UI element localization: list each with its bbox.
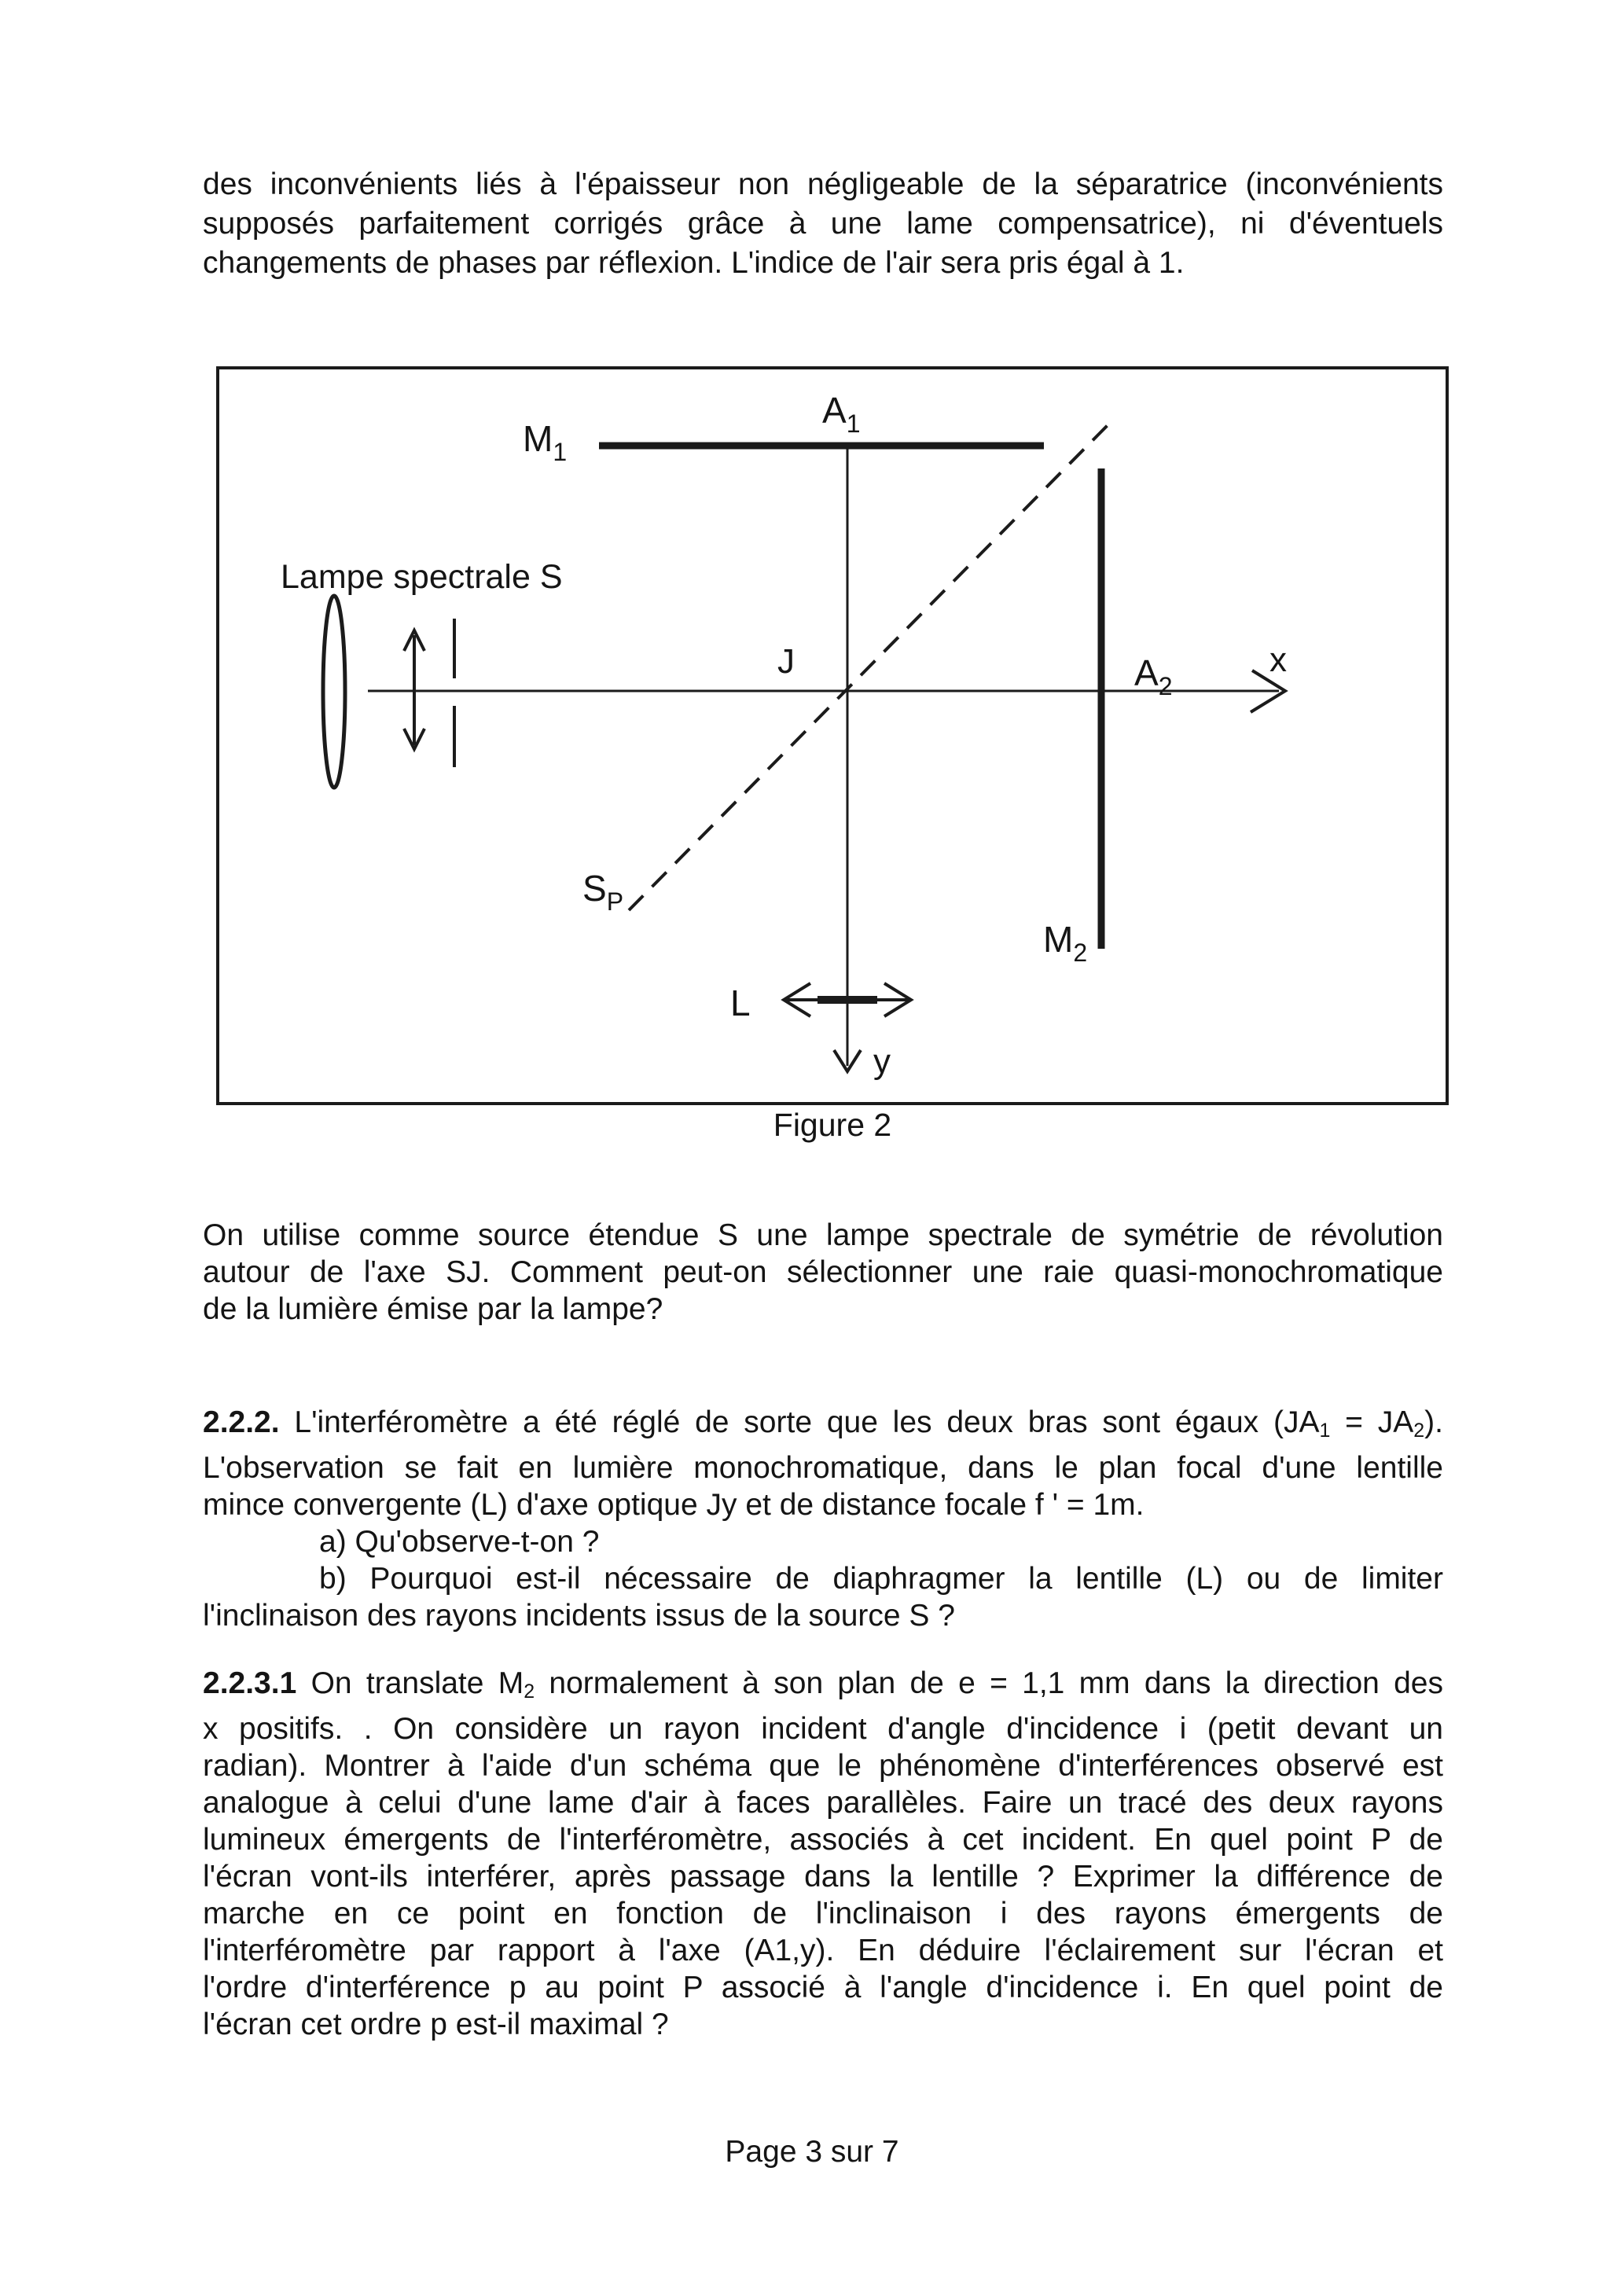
mirror-m1-label: $M_1$ bbox=[523, 418, 568, 466]
text-line: x positifs. . On considère un rayon incident d'angle d'incidence i (petit devant un bbox=[203, 1711, 1443, 1746]
x-axis-label: x bbox=[1269, 641, 1287, 679]
point-a1-label: $A_1$ bbox=[822, 390, 861, 438]
text-line: radian). Montrer à l'aide d'un schéma que le phénomène d'interférences observé est bbox=[203, 1748, 1443, 1783]
paragraph-section-2-2-3-1 bbox=[203, 1665, 1443, 2043]
text-line: analogue à celui d'une lame d'air à faces parallèles. Faire un tracé des deux rayons bbox=[203, 1785, 1443, 1820]
text-line: On utilise comme source étendue S une lampe spectrale de symétrie de révolution bbox=[203, 1218, 1443, 1252]
lamp-ellipse bbox=[323, 596, 345, 788]
text-line: l'ordre d'interférence p au point P associé à l'angle d'incidence i. En quel point de bbox=[203, 1970, 1443, 2004]
y-axis-label: y bbox=[873, 1042, 891, 1081]
text-line: l'écran cet ordre p est-il maximal ? bbox=[203, 2007, 669, 2041]
point-a2-label: $A_2$ bbox=[1134, 652, 1173, 700]
text-line: b) Pourquoi est-il nécessaire de diaphragmer la lentille (L) ou de limiter bbox=[319, 1561, 1443, 1596]
page-number-footer: Page 3 sur 7 bbox=[725, 2135, 899, 2169]
text-line: des inconvénients liés à l'épaisseur non négligeable de la séparatrice (inconvénients bbox=[203, 167, 1443, 201]
mirror-m2-label: $M_2$ bbox=[1043, 919, 1088, 967]
text-line: lumineux émergents de l'interféromètre, associés à cet incident. En quel point P de bbox=[203, 1822, 1443, 1857]
figure-2 bbox=[216, 366, 1449, 1105]
figure-caption: Figure 2 bbox=[773, 1107, 892, 1143]
text-line: autour de l'axe SJ. Comment peut-on sélectionner une raie quasi-monochromatique bbox=[203, 1255, 1443, 1289]
lens-label: L bbox=[730, 983, 751, 1023]
text-line: de la lumière émise par la lampe? bbox=[203, 1292, 663, 1326]
figure-frame bbox=[218, 368, 1447, 1104]
beam-splitter-sp-label: $S_P$ bbox=[582, 868, 624, 916]
text-line: mince convergente (L) d'axe optique Jy et de distance focale f ' = 1m. bbox=[203, 1487, 1145, 1522]
point-j-label: J bbox=[777, 642, 795, 681]
text-line: l'écran vont-ils interférer, après passage dans la lentille ? Exprimer la différence de bbox=[203, 1859, 1443, 1894]
lamp-label: Lampe spectrale S bbox=[281, 558, 563, 596]
text-line: changements de phases par réflexion. L'indice de l'air sera pris égal à 1. bbox=[203, 246, 1185, 280]
text-line: supposés parfaitement corrigés grâce à une lame compensatrice), ni d'éventuels bbox=[203, 207, 1443, 241]
figure-2-diagram bbox=[216, 366, 1449, 1105]
beam-splitter-dashed-line bbox=[629, 423, 1110, 910]
text-line: l'interféromètre par rapport à l'axe (A1,y). En déduire l'éclairement sur l'écran et bbox=[203, 1933, 1443, 1967]
text-line: L'observation se fait en lumière monochromatique, dans le plan focal d'une lentille bbox=[203, 1450, 1443, 1485]
paragraph-intro bbox=[203, 165, 1443, 283]
text-line: 2.2.2. L'interféromètre a été réglé de sorte que les deux bras sont égaux (JA1 = JA2). bbox=[203, 1405, 1443, 1442]
text-line: a) Qu'observe-t-on ? bbox=[319, 1524, 600, 1559]
text-line: 2.2.3.1 On translate M2 normalement à son plan de e = 1,1 mm dans la direction des bbox=[203, 1666, 1443, 1703]
paragraph-section-2-2-2 bbox=[203, 1404, 1443, 1634]
text-line: l'inclinaison des rayons incidents issus de la source S ? bbox=[203, 1598, 955, 1633]
text-line: marche en ce point en fonction de l'inclinaison i des rayons émergents de bbox=[203, 1896, 1443, 1930]
paragraph-source-question bbox=[203, 1217, 1443, 1328]
